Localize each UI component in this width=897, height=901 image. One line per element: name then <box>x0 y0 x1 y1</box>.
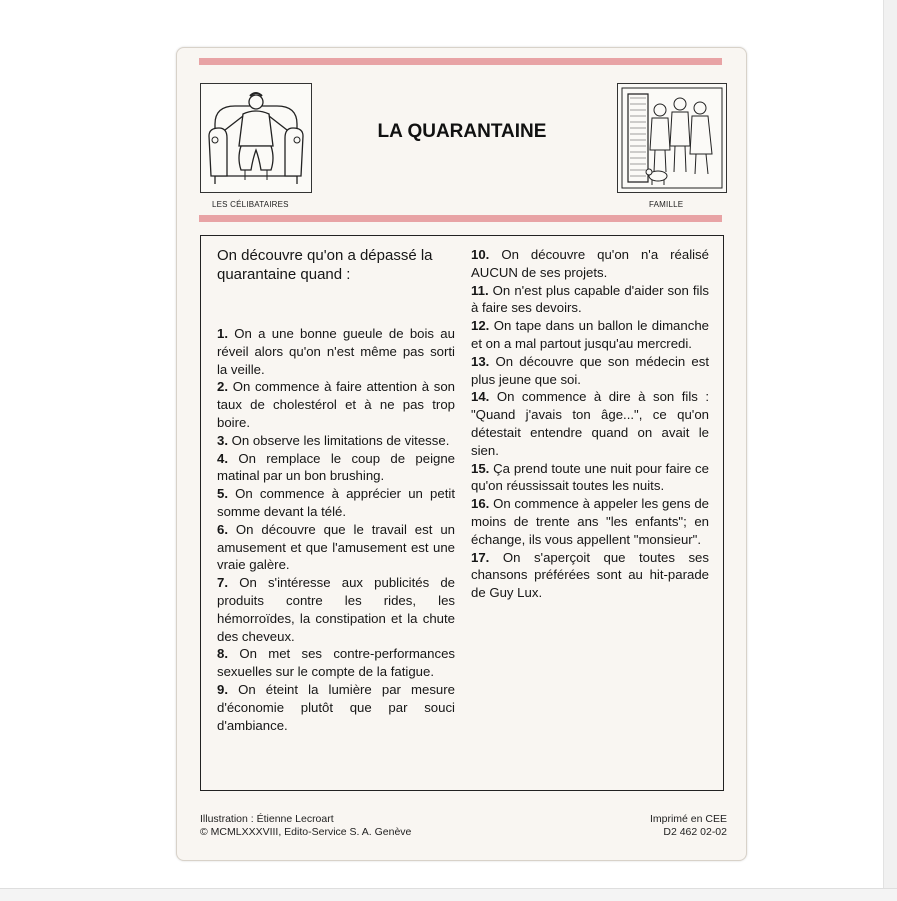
list-item <box>217 574 455 645</box>
item-number: 9. <box>217 681 228 697</box>
item-number: 5. <box>217 486 228 502</box>
card-code: D2 462 02-02 <box>663 826 727 838</box>
item-text: Ça prend toute une nuit pour faire ce qu'on réussissait toutes les nuits. <box>471 460 709 494</box>
list-item <box>217 521 455 574</box>
scan-edge-right <box>883 0 897 900</box>
item-text: On observe les limitations de vitesse. <box>231 432 450 448</box>
top-pink-band <box>199 58 722 65</box>
item-number: 14. <box>471 389 490 405</box>
intro-text: On découvre qu'on a dépassé la quarantaine quand : <box>217 247 433 283</box>
list-item <box>471 282 709 318</box>
list-item <box>217 485 455 521</box>
list-item <box>471 317 709 353</box>
item-text: On n'est plus capable d'aider son fils à faire ses devoirs. <box>471 282 709 316</box>
item-number: 4. <box>217 450 228 466</box>
left-column <box>217 246 455 734</box>
list-item <box>471 353 709 389</box>
famille-thumbnail <box>617 83 727 193</box>
item-number: 16. <box>471 496 490 512</box>
celibataires-thumbnail <box>200 83 312 193</box>
list-item <box>471 495 709 548</box>
item-number: 15. <box>471 460 490 476</box>
page-title: LA QUARANTAINE <box>377 121 547 142</box>
quiz-card <box>176 47 747 861</box>
illustration-credit: Illustration : Étienne Lecroart <box>200 813 334 825</box>
list-item <box>471 460 709 496</box>
item-text: On a une bonne gueule de bois au réveil alors qu'on n'est même pas sorti la veille. <box>217 326 455 377</box>
footer-print-info <box>650 813 727 839</box>
item-text: On s'aperçoit que toutes ses chansons préférées sont au hit-parade de Guy Lux. <box>471 549 709 601</box>
item-text: On tape dans un ballon le dimanche et on a mal partout jusqu'au mercredi. <box>471 318 709 351</box>
list-item <box>217 325 455 378</box>
item-text: On découvre qu'on n'a réalisé AUCUN de ses projets. <box>471 247 709 280</box>
item-number: 1. <box>217 326 228 341</box>
item-text: On découvre que son médecin est plus jeune que soi. <box>471 353 709 387</box>
item-text: On met ses contre-performances sexuelles sur le compte de la fatigue. <box>217 646 455 680</box>
item-text: On s'intéresse aux publicités de produits contre les rides, les hémorroïdes, la constipation et la chute des cheveux. <box>217 575 456 644</box>
left-category-label: LES CÉLIBATAIRES <box>212 200 289 209</box>
mid-pink-band <box>199 215 722 222</box>
scan-edge-bottom <box>0 888 897 901</box>
list-item <box>217 432 455 450</box>
item-number: 10. <box>471 247 490 262</box>
item-number: 13. <box>471 353 490 369</box>
item-text: On commence à apprécier un petit somme devant la télé. <box>217 486 455 519</box>
list-item <box>471 388 709 459</box>
printed-in: Imprimé en CEE <box>649 813 727 825</box>
item-number: 6. <box>217 521 228 537</box>
right-category-label: FAMILLE <box>649 200 684 209</box>
item-text: On commence à appeler les gens de moins de trente ans "les enfants"; en échange, ils vous appellent "monsieur". <box>471 496 709 547</box>
footer-credits <box>200 813 411 839</box>
item-number: 3. <box>217 432 228 448</box>
right-column <box>471 246 709 602</box>
list-item <box>471 549 709 602</box>
list-item <box>217 378 455 431</box>
item-number: 17. <box>471 549 490 565</box>
person-in-armchair-icon <box>201 84 311 192</box>
list-item <box>217 450 455 486</box>
item-number: 8. <box>217 646 228 662</box>
item-number: 7. <box>217 575 228 591</box>
item-number: 11. <box>471 282 489 298</box>
list-item <box>217 681 455 734</box>
item-number: 12. <box>471 318 490 334</box>
item-text: On commence à faire attention à son taux de cholestérol et à ne pas trop boire. <box>217 379 456 430</box>
item-text: On découvre que le travail est un amusement et que l'amusement est une vraie galère. <box>217 521 455 573</box>
item-number: 2. <box>217 379 228 395</box>
family-group-icon <box>618 84 726 192</box>
item-text: On remplace le coup de peigne matinal par un bon brushing. <box>217 450 455 484</box>
item-text: On commence à dire à son fils : "Quand j'avais ton âge...", ce qu'on détestait entendre quand on avait le sien. <box>471 389 709 458</box>
copyright-line: © MCMLXXXVIII, Edito-Service S. A. Genève <box>200 826 412 838</box>
content-frame <box>200 235 724 791</box>
list-item <box>217 645 455 681</box>
list-item <box>471 246 709 282</box>
item-text: On éteint la lumière par mesure d'économie plutôt que par souci d'ambiance. <box>217 681 455 733</box>
